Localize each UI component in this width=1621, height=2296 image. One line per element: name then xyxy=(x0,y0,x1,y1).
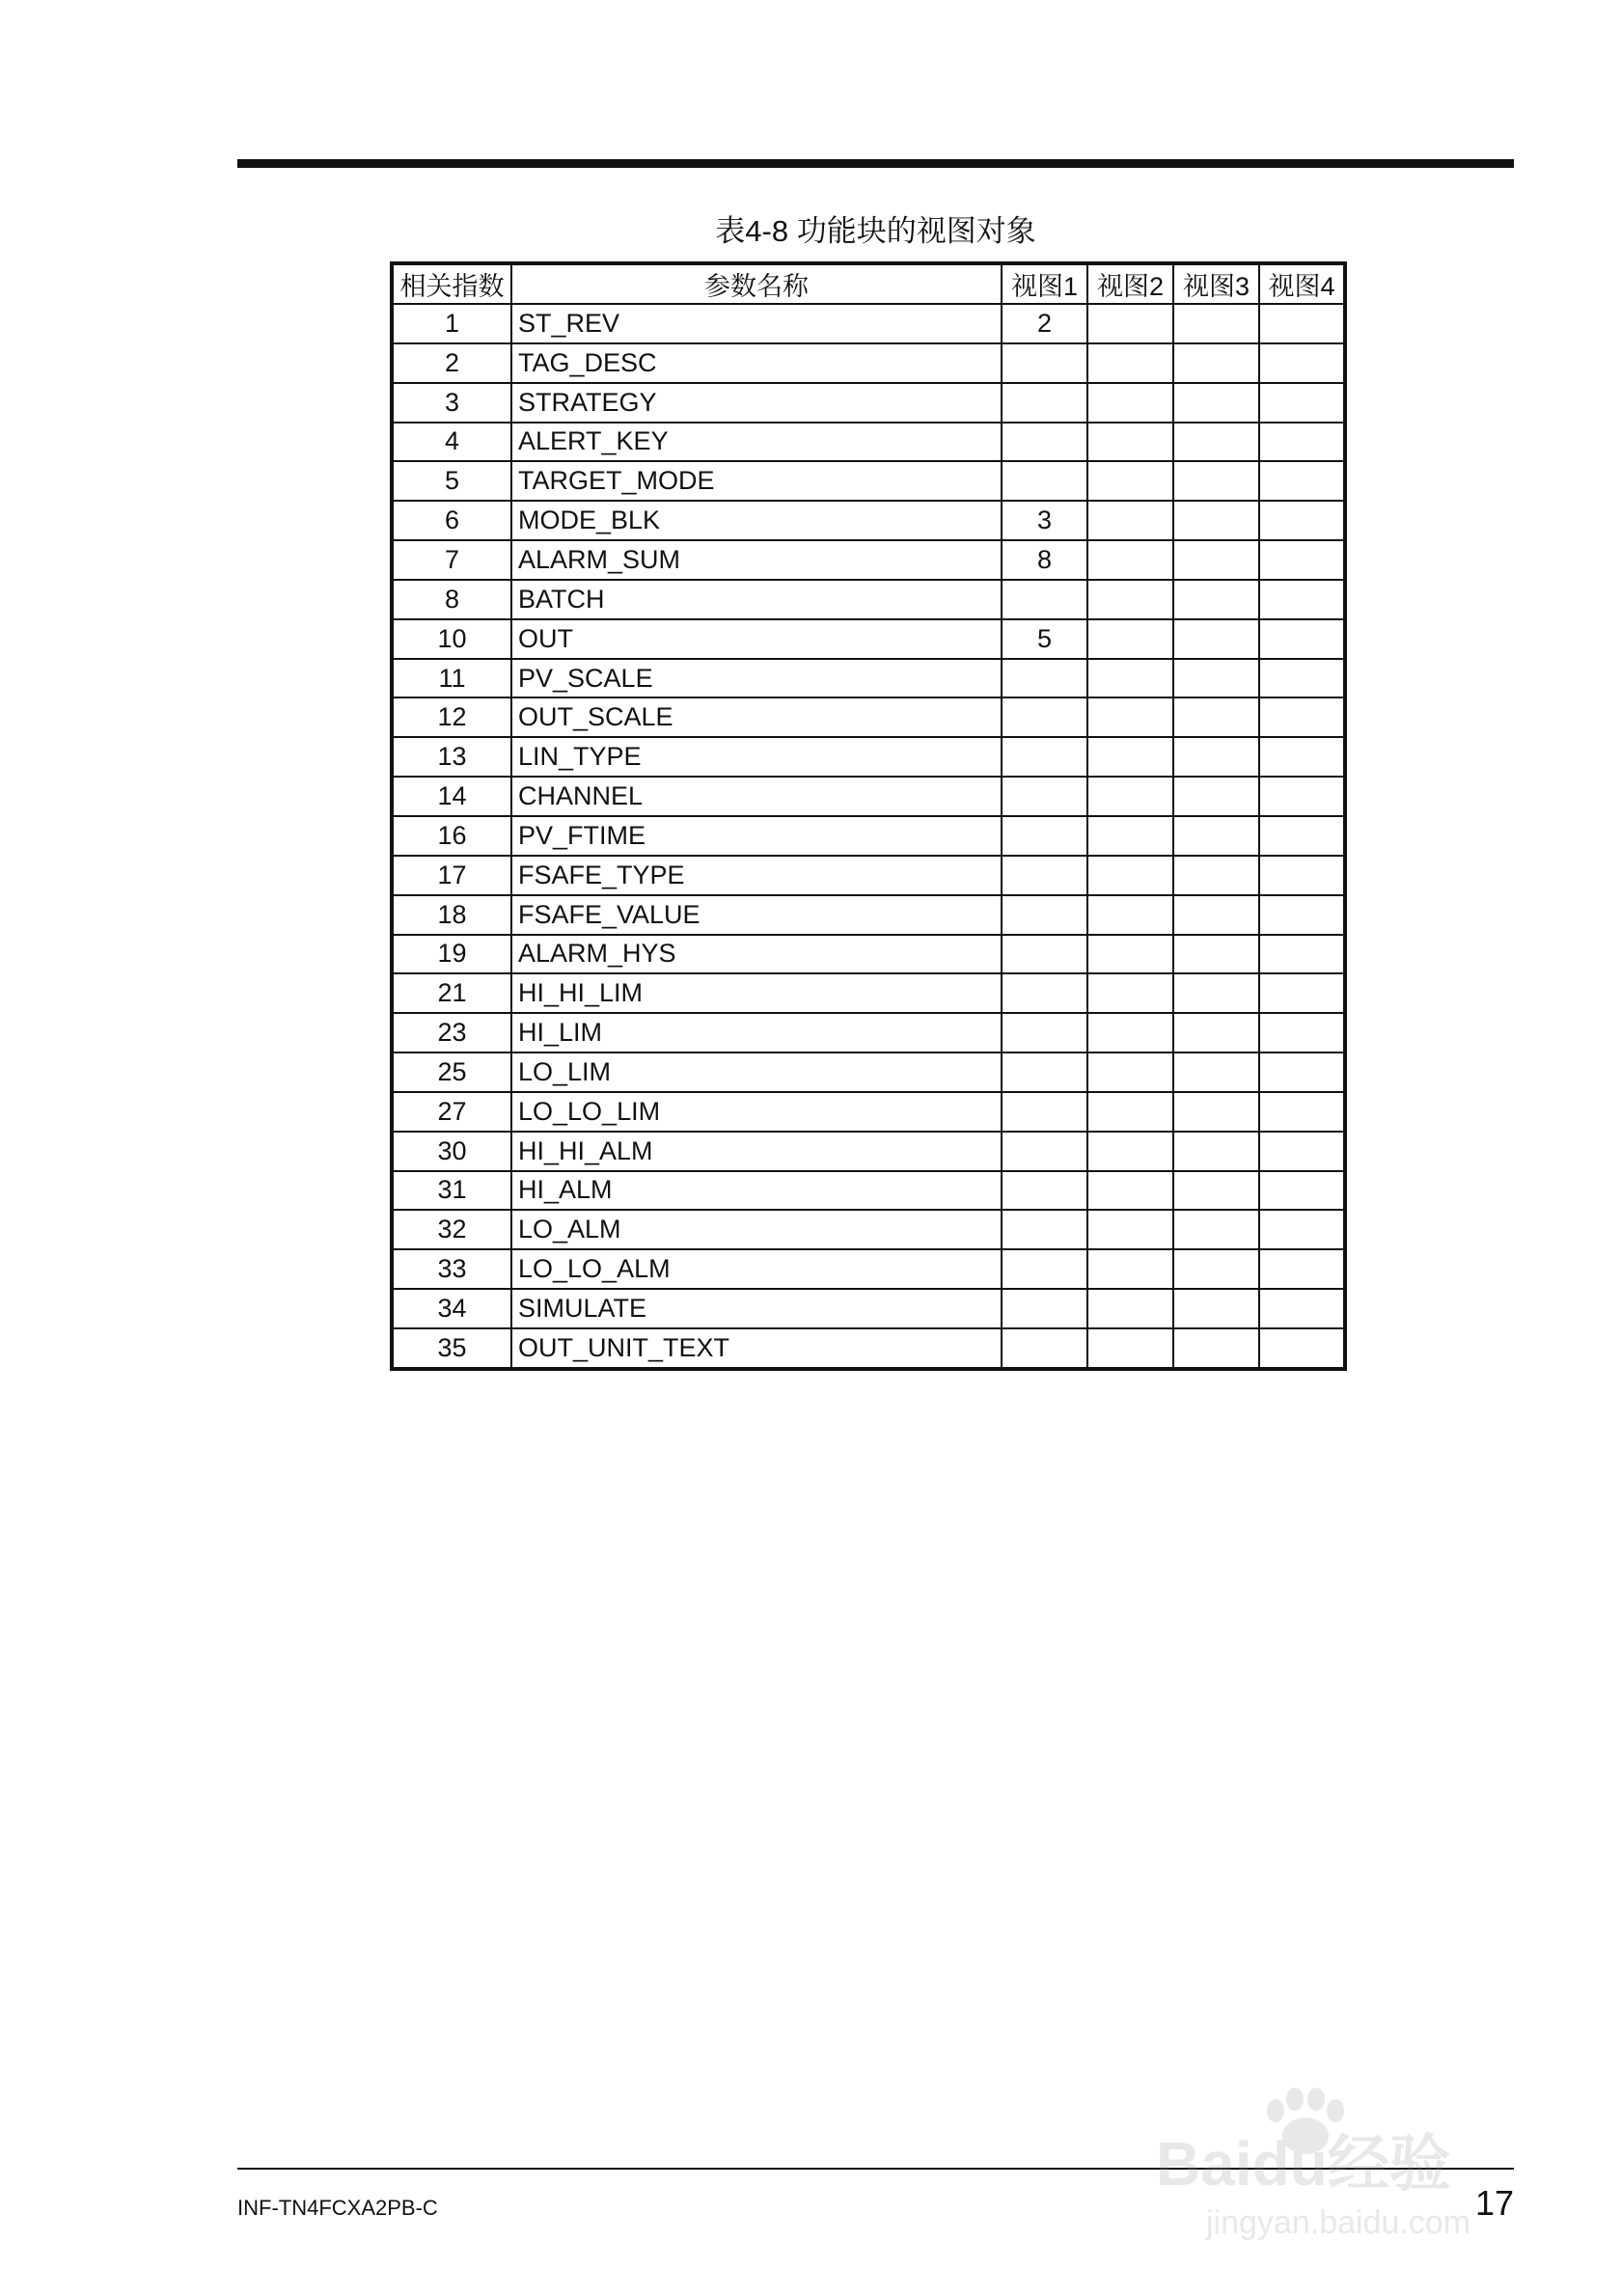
cell-view3 xyxy=(1173,461,1259,501)
cell-view3 xyxy=(1173,935,1259,974)
cell-view1 xyxy=(1002,1171,1087,1211)
cell-view4 xyxy=(1259,1289,1345,1328)
cell-view2 xyxy=(1087,1210,1173,1249)
cell-index: 4 xyxy=(392,423,511,462)
cell-view4 xyxy=(1259,343,1345,383)
cell-parameter-name: MODE_BLK xyxy=(511,501,1002,540)
cell-parameter-name: LO_LO_ALM xyxy=(511,1249,1002,1289)
cell-parameter-name: CHANNEL xyxy=(511,777,1002,816)
cell-view2 xyxy=(1087,343,1173,383)
cell-view3 xyxy=(1173,1013,1259,1052)
cell-parameter-name: PV_SCALE xyxy=(511,659,1002,698)
cell-index: 25 xyxy=(392,1052,511,1092)
cell-view4 xyxy=(1259,1052,1345,1092)
cell-view3 xyxy=(1173,1289,1259,1328)
cell-view1 xyxy=(1002,343,1087,383)
cell-parameter-name: SIMULATE xyxy=(511,1289,1002,1328)
cell-view2 xyxy=(1087,1013,1173,1052)
header-view3: 视图3 xyxy=(1173,263,1259,304)
table-row xyxy=(392,777,1345,816)
cell-index: 3 xyxy=(392,383,511,423)
cell-index: 31 xyxy=(392,1171,511,1211)
cell-view1 xyxy=(1002,1013,1087,1052)
table-header-row xyxy=(392,263,1345,304)
cell-index: 21 xyxy=(392,973,511,1013)
table-row xyxy=(392,1210,1345,1249)
cell-view3 xyxy=(1173,1092,1259,1132)
cell-view3 xyxy=(1173,737,1259,777)
cell-view4 xyxy=(1259,1092,1345,1132)
cell-view4 xyxy=(1259,856,1345,895)
cell-view1 xyxy=(1002,1132,1087,1171)
cell-view2 xyxy=(1087,1249,1173,1289)
cell-index: 10 xyxy=(392,619,511,659)
cell-view1 xyxy=(1002,777,1087,816)
cell-view1 xyxy=(1002,383,1087,423)
header-name: 参数名称 xyxy=(511,263,1002,304)
cell-view4 xyxy=(1259,619,1345,659)
cell-parameter-name: FSAFE_VALUE xyxy=(511,895,1002,935)
cell-parameter-name: TAG_DESC xyxy=(511,343,1002,383)
header-view2: 视图2 xyxy=(1087,263,1173,304)
cell-view3 xyxy=(1173,501,1259,540)
table-row xyxy=(392,1328,1345,1369)
cell-view3 xyxy=(1173,697,1259,737)
cell-view1: 2 xyxy=(1002,304,1087,343)
cell-view3 xyxy=(1173,619,1259,659)
cell-view1 xyxy=(1002,461,1087,501)
cell-view2 xyxy=(1087,856,1173,895)
table-body xyxy=(392,304,1345,1369)
views-table xyxy=(390,261,1347,1371)
cell-view3 xyxy=(1173,816,1259,856)
cell-view4 xyxy=(1259,777,1345,816)
cell-parameter-name: TARGET_MODE xyxy=(511,461,1002,501)
cell-view4 xyxy=(1259,423,1345,462)
cell-view2 xyxy=(1087,777,1173,816)
cell-view3 xyxy=(1173,540,1259,580)
cell-index: 32 xyxy=(392,1210,511,1249)
table-row xyxy=(392,973,1345,1013)
cell-view4 xyxy=(1259,1328,1345,1369)
cell-view2 xyxy=(1087,1328,1173,1369)
cell-view2 xyxy=(1087,580,1173,619)
cell-view3 xyxy=(1173,1249,1259,1289)
cell-view2 xyxy=(1087,935,1173,974)
cell-view4 xyxy=(1259,1210,1345,1249)
cell-parameter-name: LO_LIM xyxy=(511,1052,1002,1092)
cell-index: 11 xyxy=(392,659,511,698)
cell-index: 13 xyxy=(392,737,511,777)
cell-view1 xyxy=(1002,856,1087,895)
cell-parameter-name: HI_HI_ALM xyxy=(511,1132,1002,1171)
table-row xyxy=(392,1289,1345,1328)
cell-view1 xyxy=(1002,1052,1087,1092)
cell-index: 7 xyxy=(392,540,511,580)
cell-view4 xyxy=(1259,580,1345,619)
cell-parameter-name: PV_FTIME xyxy=(511,816,1002,856)
cell-view2 xyxy=(1087,1052,1173,1092)
cell-view1 xyxy=(1002,737,1087,777)
watermark xyxy=(1148,2055,1534,2248)
cell-parameter-name: HI_LIM xyxy=(511,1013,1002,1052)
cell-view1: 8 xyxy=(1002,540,1087,580)
cell-view2 xyxy=(1087,697,1173,737)
cell-view4 xyxy=(1259,461,1345,501)
cell-view2 xyxy=(1087,304,1173,343)
cell-view2 xyxy=(1087,619,1173,659)
cell-index: 6 xyxy=(392,501,511,540)
cell-view2 xyxy=(1087,895,1173,935)
cell-view4 xyxy=(1259,1132,1345,1171)
table-row xyxy=(392,737,1345,777)
cell-view3 xyxy=(1173,423,1259,462)
cell-view3 xyxy=(1173,1328,1259,1369)
cell-view4 xyxy=(1259,1171,1345,1211)
table-row xyxy=(392,540,1345,580)
cell-view1 xyxy=(1002,697,1087,737)
cell-view3 xyxy=(1173,304,1259,343)
cell-view1 xyxy=(1002,973,1087,1013)
cell-view3 xyxy=(1173,777,1259,816)
cell-index: 16 xyxy=(392,816,511,856)
cell-parameter-name: OUT_UNIT_TEXT xyxy=(511,1328,1002,1369)
cell-view1 xyxy=(1002,1289,1087,1328)
cell-view4 xyxy=(1259,304,1345,343)
cell-parameter-name: FSAFE_TYPE xyxy=(511,856,1002,895)
cell-view1 xyxy=(1002,580,1087,619)
table-row xyxy=(392,856,1345,895)
cell-view4 xyxy=(1259,501,1345,540)
table-row xyxy=(392,619,1345,659)
cell-view3 xyxy=(1173,1052,1259,1092)
table-row xyxy=(392,935,1345,974)
cell-view1: 3 xyxy=(1002,501,1087,540)
cell-view1 xyxy=(1002,1328,1087,1369)
table-row xyxy=(392,343,1345,383)
cell-view2 xyxy=(1087,1132,1173,1171)
cell-view3 xyxy=(1173,580,1259,619)
cell-parameter-name: STRATEGY xyxy=(511,383,1002,423)
cell-view2 xyxy=(1087,501,1173,540)
cell-parameter-name: BATCH xyxy=(511,580,1002,619)
table-row xyxy=(392,659,1345,698)
table-row xyxy=(392,383,1345,423)
cell-view1 xyxy=(1002,895,1087,935)
table-row xyxy=(392,304,1345,343)
cell-index: 5 xyxy=(392,461,511,501)
cell-view4 xyxy=(1259,935,1345,974)
cell-index: 35 xyxy=(392,1328,511,1369)
cell-view3 xyxy=(1173,343,1259,383)
cell-view2 xyxy=(1087,816,1173,856)
cell-view1 xyxy=(1002,816,1087,856)
header-view1: 视图1 xyxy=(1002,263,1087,304)
cell-index: 18 xyxy=(392,895,511,935)
document-code: INF-TN4FCXA2PB-C xyxy=(237,2196,438,2220)
table-row xyxy=(392,461,1345,501)
cell-view2 xyxy=(1087,1289,1173,1328)
cell-view4 xyxy=(1259,895,1345,935)
cell-parameter-name: ALARM_SUM xyxy=(511,540,1002,580)
cell-parameter-name: LO_ALM xyxy=(511,1210,1002,1249)
table-row xyxy=(392,816,1345,856)
cell-index: 23 xyxy=(392,1013,511,1052)
cell-index: 34 xyxy=(392,1289,511,1328)
cell-view3 xyxy=(1173,856,1259,895)
cell-view4 xyxy=(1259,383,1345,423)
cell-view1 xyxy=(1002,1249,1087,1289)
cell-parameter-name: OUT_SCALE xyxy=(511,697,1002,737)
cell-view3 xyxy=(1173,1171,1259,1211)
cell-view3 xyxy=(1173,1132,1259,1171)
cell-view1 xyxy=(1002,1092,1087,1132)
table-row xyxy=(392,895,1345,935)
watermark-url: jingyan.baidu.com xyxy=(1206,2204,1471,2241)
table-row xyxy=(392,1132,1345,1171)
table-row xyxy=(392,697,1345,737)
table-row xyxy=(392,501,1345,540)
table-row xyxy=(392,1013,1345,1052)
cell-view4 xyxy=(1259,697,1345,737)
cell-view2 xyxy=(1087,1092,1173,1132)
table-row xyxy=(392,580,1345,619)
cell-parameter-name: ST_REV xyxy=(511,304,1002,343)
cell-view4 xyxy=(1259,1249,1345,1289)
cell-view4 xyxy=(1259,973,1345,1013)
cell-view3 xyxy=(1173,1210,1259,1249)
cell-view2 xyxy=(1087,1171,1173,1211)
table-row xyxy=(392,1249,1345,1289)
cell-view4 xyxy=(1259,659,1345,698)
cell-index: 27 xyxy=(392,1092,511,1132)
cell-view3 xyxy=(1173,383,1259,423)
cell-index: 12 xyxy=(392,697,511,737)
cell-index: 2 xyxy=(392,343,511,383)
cell-index: 14 xyxy=(392,777,511,816)
watermark-brand: Baidu经验 xyxy=(1156,2129,1451,2199)
cell-parameter-name: ALERT_KEY xyxy=(511,423,1002,462)
cell-parameter-name: HI_HI_LIM xyxy=(511,973,1002,1013)
cell-view2 xyxy=(1087,737,1173,777)
cell-index: 8 xyxy=(392,580,511,619)
cell-index: 33 xyxy=(392,1249,511,1289)
cell-view2 xyxy=(1087,540,1173,580)
page-number: 17 xyxy=(1474,2183,1514,2223)
cell-view4 xyxy=(1259,540,1345,580)
cell-parameter-name: OUT xyxy=(511,619,1002,659)
cell-view2 xyxy=(1087,973,1173,1013)
cell-view2 xyxy=(1087,659,1173,698)
cell-view1: 5 xyxy=(1002,619,1087,659)
cell-view3 xyxy=(1173,973,1259,1013)
cell-view1 xyxy=(1002,659,1087,698)
cell-index: 1 xyxy=(392,304,511,343)
cell-parameter-name: ALARM_HYS xyxy=(511,935,1002,974)
cell-parameter-name: LO_LO_LIM xyxy=(511,1092,1002,1132)
cell-index: 30 xyxy=(392,1132,511,1171)
cell-view2 xyxy=(1087,423,1173,462)
table-row xyxy=(392,1052,1345,1092)
cell-view2 xyxy=(1087,383,1173,423)
header-view4: 视图4 xyxy=(1259,263,1345,304)
cell-view4 xyxy=(1259,1013,1345,1052)
cell-view4 xyxy=(1259,737,1345,777)
table-row xyxy=(392,423,1345,462)
table-row xyxy=(392,1171,1345,1211)
table-row xyxy=(392,1092,1345,1132)
cell-view1 xyxy=(1002,423,1087,462)
cell-view1 xyxy=(1002,1210,1087,1249)
cell-index: 17 xyxy=(392,856,511,895)
header-rule xyxy=(237,159,1514,168)
watermark-graphic xyxy=(1148,2055,1534,2248)
table-title: 表4-8 功能块的视图对象 xyxy=(715,214,1036,248)
cell-view2 xyxy=(1087,461,1173,501)
cell-view3 xyxy=(1173,895,1259,935)
cell-view3 xyxy=(1173,659,1259,698)
cell-view4 xyxy=(1259,816,1345,856)
cell-parameter-name: HI_ALM xyxy=(511,1171,1002,1211)
header-index: 相关指数 xyxy=(392,263,511,304)
cell-parameter-name: LIN_TYPE xyxy=(511,737,1002,777)
cell-view1 xyxy=(1002,935,1087,974)
cell-index: 19 xyxy=(392,935,511,974)
